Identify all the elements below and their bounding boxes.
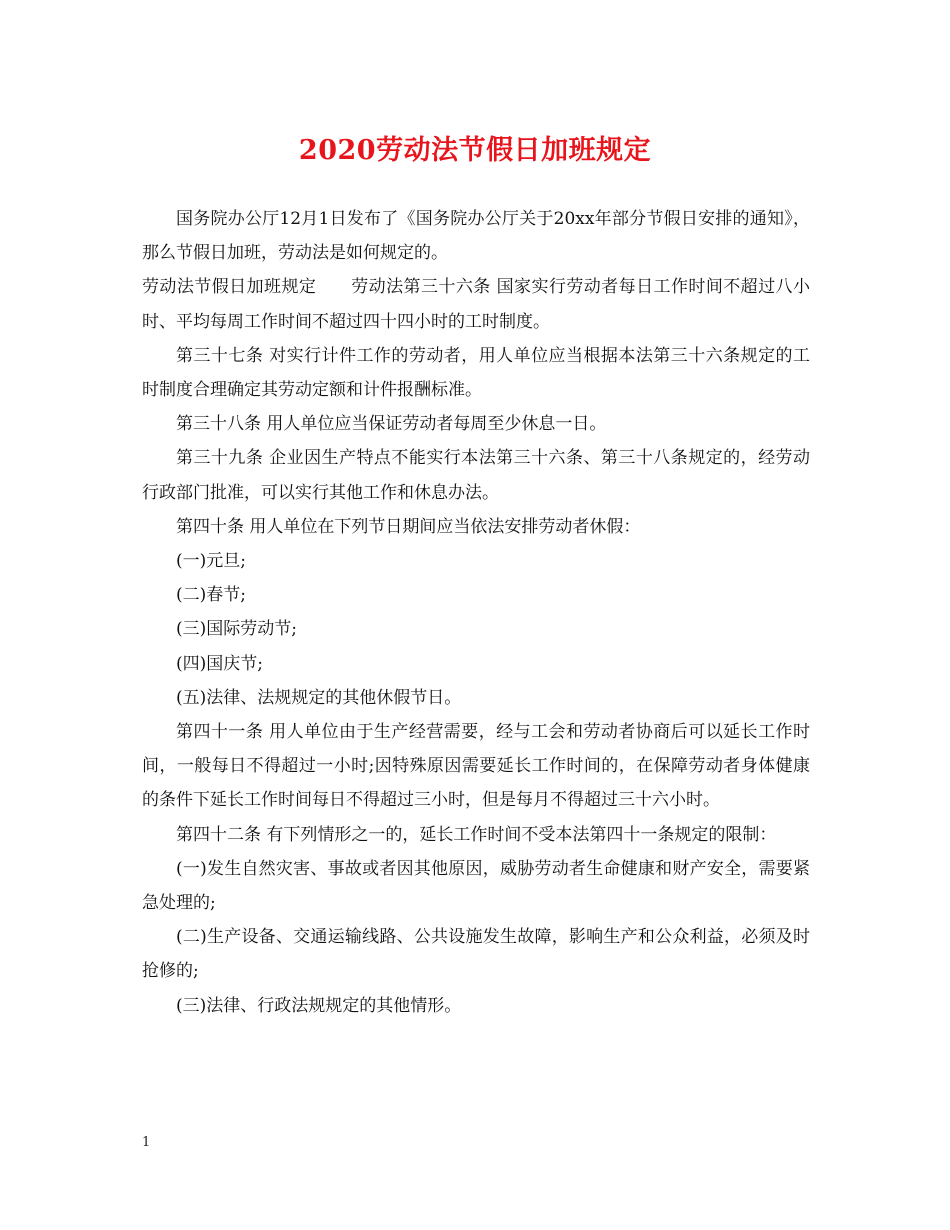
list-item: (四)国庆节; [176,653,263,674]
paragraph: 第四十条 用人单位在下列节日期间应当依法安排劳动者休假： [176,516,641,537]
list-item: (五)法律、法规规定的其他休假节日。 [176,687,462,708]
paragraph: 第四十一条 用人单位由于生产经营需要，经与工会和劳动者协商后可以延长工作时间，一般每日不得超过一小时;因特殊原因需要延长工作时间的，在保障劳动者身体健康的条件下延长工作时间每日不得超过三小时，但是每月不得超过三十六小时。 [142,722,810,811]
paragraph: 第三十九条 企业因生产特点不能实行本法第三十六条、第三十八条规定的，经劳动行政部门批准，可以实行其他工作和休息办法。 [142,448,810,503]
page-number: 1 [142,1135,151,1150]
list-item: (一)发生自然灾害、事故或者因其他原因，威胁劳动者生命健康和财产安全，需要紧急处理的; [142,858,810,914]
paragraph: 劳动法节假日加班规定 劳动法第三十六条 国家实行劳动者每日工作时间不超过八小时、平均每周工作时间不超过四十四小时的工时制度。 [142,277,810,332]
document-body [142,202,810,1023]
document-title: 2020劳动法节假日加班规定 [298,135,652,166]
paragraph: 第三十七条 对实行计件工作的劳动者，用人单位应当根据本法第三十六条规定的工时制度合理确定其劳动定额和计件报酬标准。 [142,345,810,401]
list-item: (三)国际劳动节; [176,619,297,640]
list-item: (三)法律、行政法规规定的其他情形。 [176,995,462,1016]
list-item: (二)生产设备、交通运输线路、公共设施发生故障，影响生产和公众利益，必须及时抢修的; [142,927,810,982]
paragraph: 第四十二条 有下列情形之一的，延长工作时间不受本法第四十一条规定的限制： [176,824,777,845]
paragraph: 国务院办公厅12月1日发布了《国务院办公厅关于20xx年部分节假日安排的通知》，那么节假日加班，劳动法是如何规定的。 [142,209,810,264]
list-item: (一)元旦; [176,551,246,572]
list-item: (二)春节; [176,585,246,606]
paragraph: 第三十八条 用人单位应当保证劳动者每周至少休息一日。 [176,414,607,435]
